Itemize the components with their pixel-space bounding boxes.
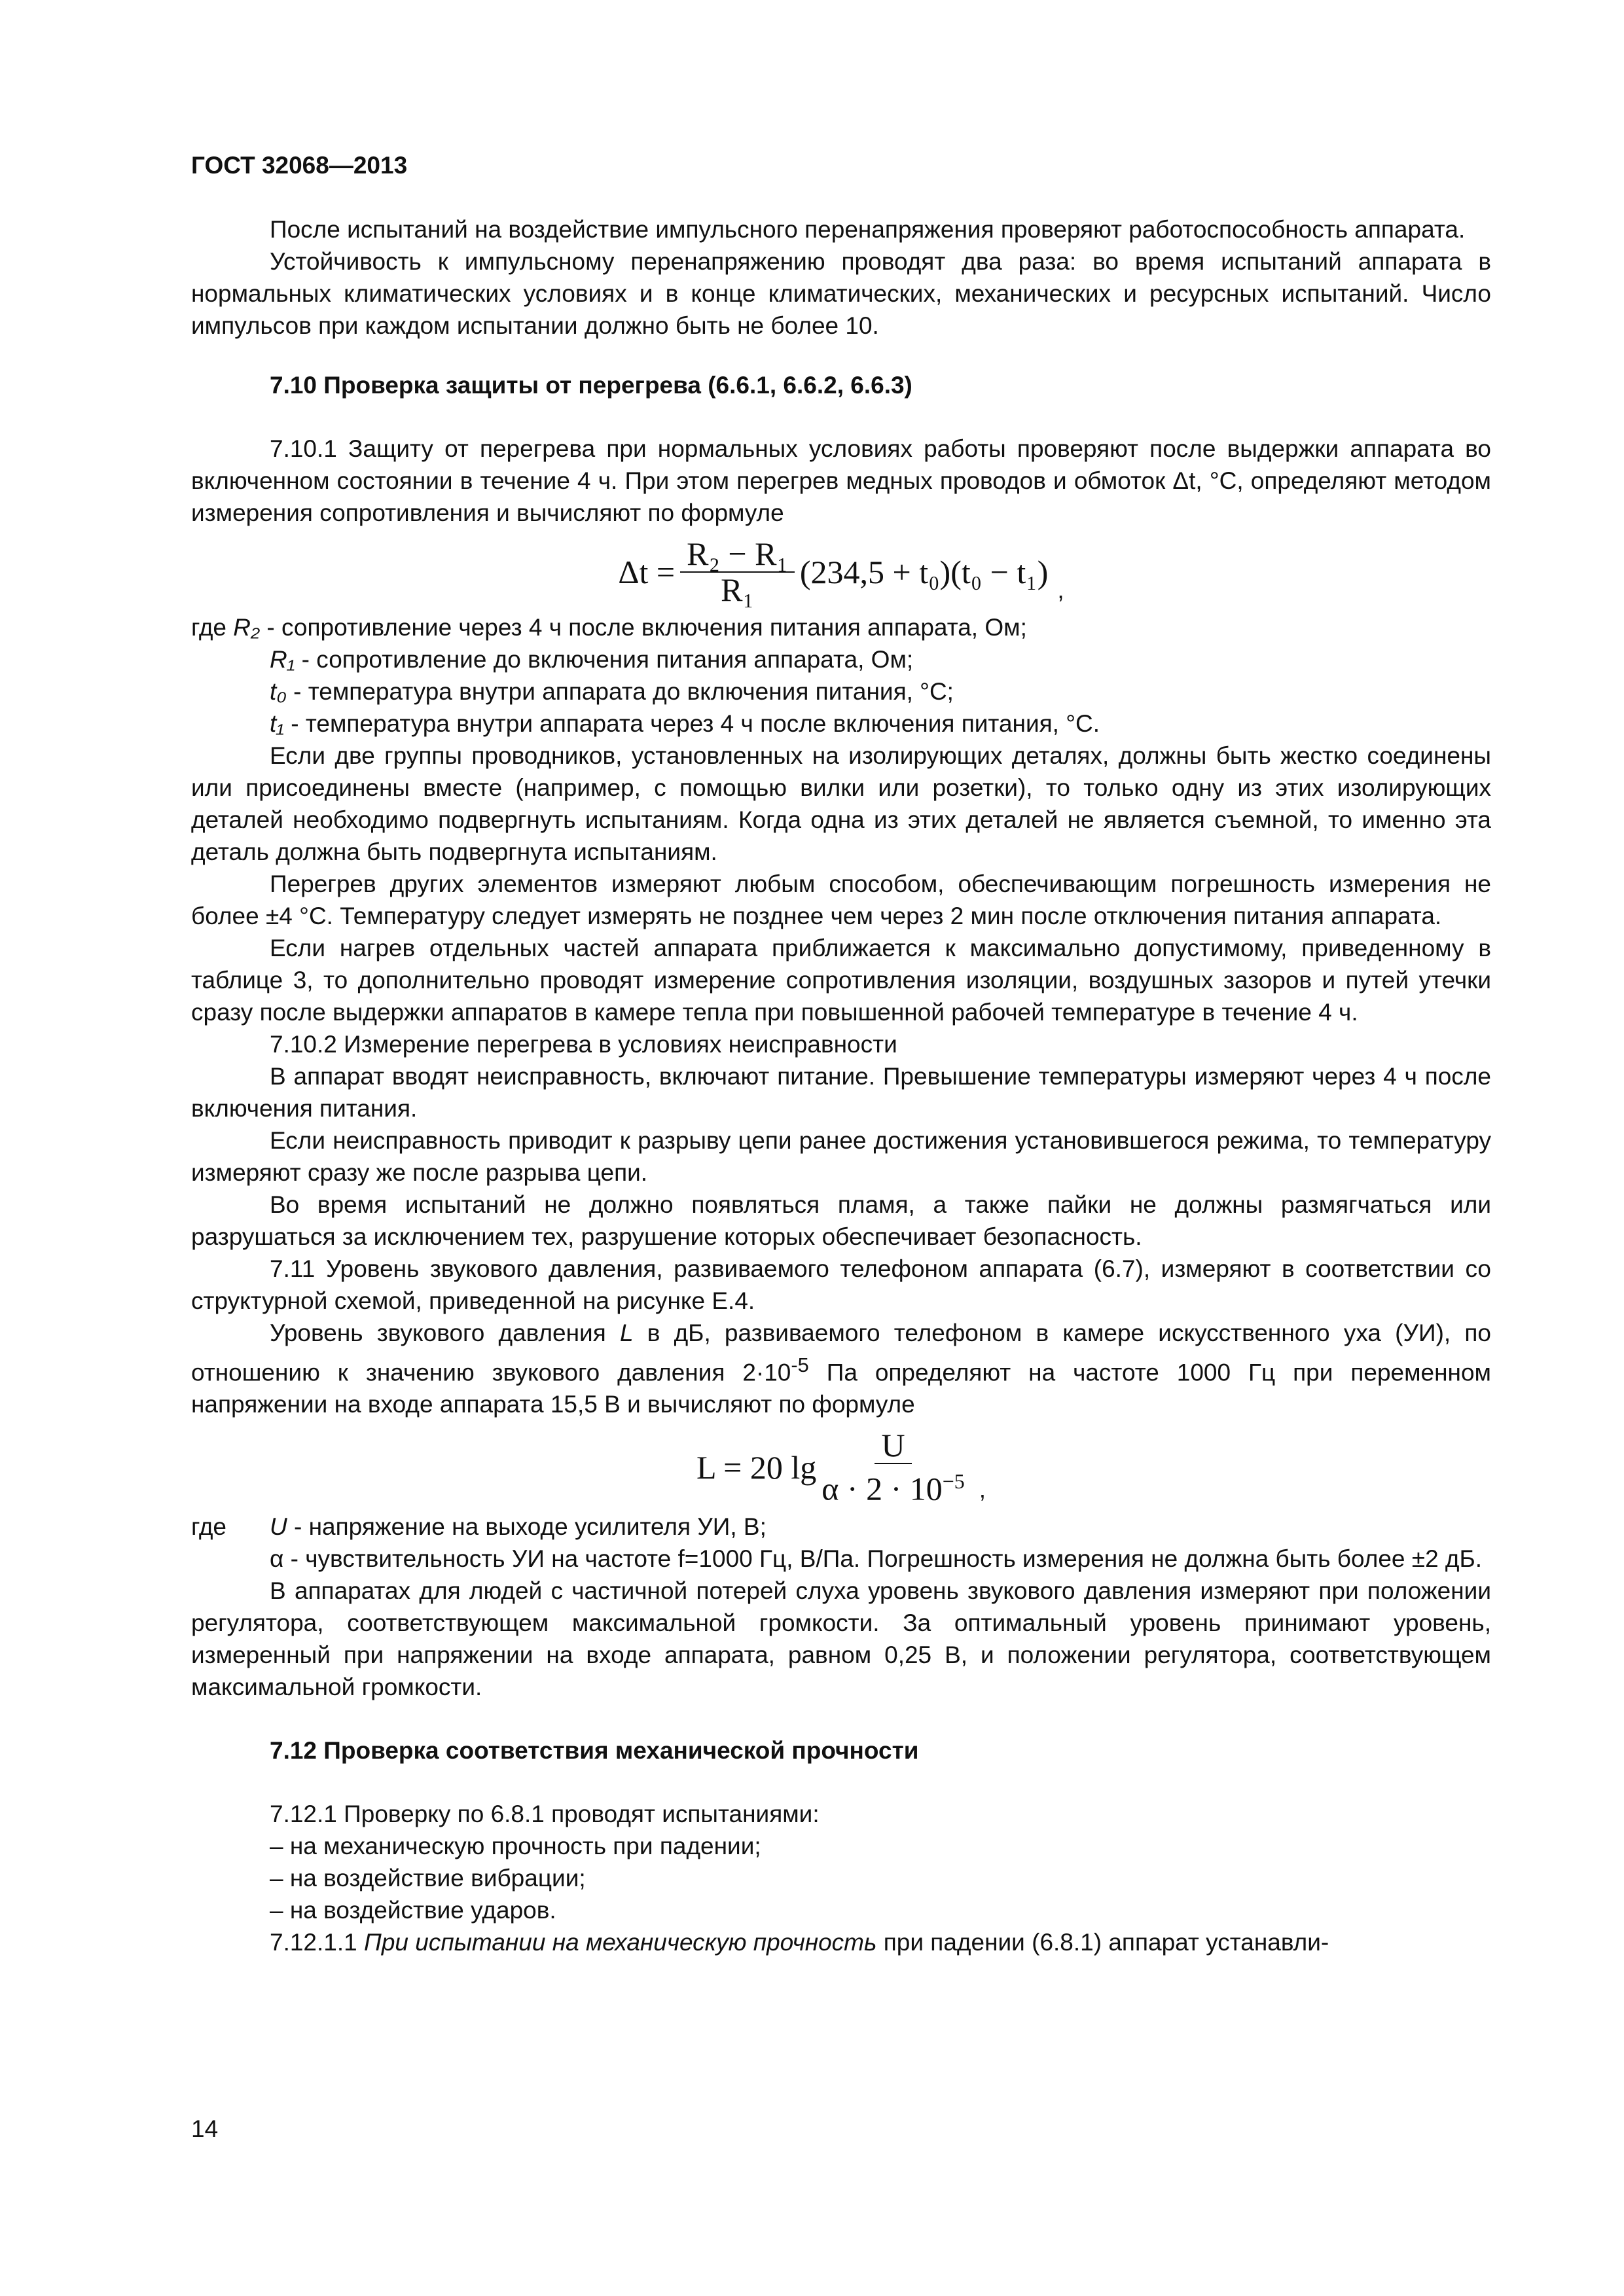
text-run: Уровень звукового давления: [270, 1319, 620, 1346]
where-line: [191, 611, 1491, 643]
list-item: – на воздействие вибрации;: [270, 1864, 586, 1892]
where-content: [270, 1511, 767, 1543]
overheat-formula: [191, 535, 1491, 608]
paragraph: Устойчивость к импульсному перенапряжению проводят два раза: во время испытаний аппарата в нормальных климатических условиях и в конце климатических, механических и ресурсных испытаний. Число импульсов при каждом испытании должно быть не более 10.: [191, 248, 1491, 339]
paragraph: Если две группы проводников, установленных на изолирующих деталях, должны быть жестко соединены или присоединены вместе (например, с помощью вилки или розетки), то только одну из этих изолирующих деталей необходимо подвергнуть испытаниям. Когда одна из этих деталей не является съемной, то именно эта деталь должна быть подвергнута испытаниям.: [191, 742, 1491, 865]
where-text: - температура внутри аппарата через 4 ч после включения питания, °С.: [283, 710, 1100, 737]
where-text: - сопротивление через 4 ч после включения питания аппарата, Ом;: [260, 614, 1027, 641]
document-header: ГОСТ 32068—2013: [191, 152, 408, 179]
page-number: 14: [191, 2115, 219, 2142]
where-text: - сопротивление до включения питания аппарата, Ом;: [295, 646, 914, 673]
denominator-exponent: −5: [942, 1469, 965, 1494]
where-label: где: [191, 1513, 227, 1540]
paragraph: [191, 1926, 1491, 1958]
paragraph: В аппаратах для людей с частичной потерей слуха уровень звукового давления измеряют при положении регулятора, соответствующем максимальной громкости. За оптимальный уровень принимают уровень, измеренный при напряжении на входе аппарата, равном 0,25 В, и положении регулятора, соответствующем максимальной громкости.: [191, 1577, 1491, 1700]
exponent: -5: [791, 1354, 809, 1376]
paragraph: [191, 1317, 1491, 1420]
formula-lhs: Δt =: [618, 553, 676, 590]
formula-fraction: [821, 1429, 965, 1505]
paragraph: Если нагрев отдельных частей аппарата приближается к максимально допустимому, приведенному в таблице 3, то дополнительно проводят измерение сопротивления изоляции, воздушных зазоров и путей утечки сразу после выдержки аппаратов в камере тепла при повышенной рабочей температуре в течение 4 ч.: [191, 935, 1491, 1026]
symbol: L: [619, 1319, 634, 1346]
where-text: - температура внутри аппарата до включения питания, °С;: [286, 678, 954, 705]
where-line: [191, 708, 1491, 740]
formula-numerator: R₂ − R₁: [680, 538, 795, 573]
paragraph: Во время испытаний не должно появляться пламя, а также пайки не должны размягчаться или разрушаться за исключением тех, разрушение которых обеспечивает безопасность.: [191, 1191, 1491, 1250]
where-line: [191, 643, 1491, 675]
where-line: α - чувствительность УИ на частоте f=1000 Гц, В/Па. Погрешность измерения не должна быть более ±2 дБ.: [270, 1545, 1483, 1572]
paragraph: 7.10.1 Защиту от перегрева при нормальных условиях работы проверяют после выдержки аппарата во включенном состоянии в течение 4 ч. При этом перегрев медных проводов и обмоток Δt, °С, определяют методом измерения сопротивления и вычисляют по формуле: [191, 435, 1491, 526]
formula-numerator: U: [875, 1429, 911, 1464]
text-run: при падении (6.8.1) аппарат устанавли-: [876, 1928, 1329, 1956]
text-run: 7.12.1.1: [270, 1928, 365, 1956]
sound-level-formula: [191, 1429, 1491, 1505]
formula-rest: (234,5 + t₀)(t₀ − t₁): [799, 553, 1049, 590]
paragraph: 7.10.2 Измерение перегрева в условиях неисправности: [270, 1031, 897, 1058]
where-symbol: R₁: [270, 646, 295, 673]
paragraph: 7.12.1 Проверку по 6.8.1 проводят испытаниями:: [270, 1800, 820, 1827]
paragraph: После испытаний на воздействие импульсного перенапряжения проверяют работоспособность аппарата.: [270, 216, 1466, 243]
formula-comma: ,: [1057, 577, 1064, 603]
formula-fraction: [680, 535, 795, 608]
section-heading-7-12: 7.12 Проверка соответствия механической прочности: [270, 1736, 919, 1764]
where-symbol: t₁: [270, 710, 284, 737]
where-symbol: R₂: [233, 614, 261, 641]
denominator-base: α · 2 · 10: [821, 1470, 943, 1507]
text-run: Па определяют на частоте 1000 Гц при переменном напряжении на входе аппарата 15,5 В и вычисляют по формуле: [191, 1359, 1491, 1418]
paragraph: Перегрев других элементов измеряют любым способом, обеспечивающим погрешность измерения не более ±4 °С. Температуру следует измерять не позднее чем через 2 мин после отключения питания аппарата.: [191, 870, 1491, 929]
document-body: [191, 213, 1491, 1958]
formula-lhs: L = 20 lg: [696, 1448, 817, 1486]
paragraph: Если неисправность приводит к разрыву цепи ранее достижения установившегося режима, то температуру измеряют сразу же после разрыва цепи.: [191, 1127, 1491, 1186]
list-item: – на механическую прочность при падении;: [270, 1832, 761, 1859]
where-line: [191, 1511, 1491, 1543]
formula-denominator: R₁: [721, 571, 754, 608]
formula-denominator: [821, 1464, 965, 1505]
section-heading-7-10: 7.10 Проверка защиты от перегрева (6.6.1, 6.6.2, 6.6.3): [270, 372, 912, 399]
where-text: - напряжение на выходе усилителя УИ, В;: [287, 1513, 767, 1540]
where-prefix: где: [191, 614, 234, 641]
where-symbol: U: [270, 1513, 287, 1540]
formula-comma: ,: [979, 1475, 986, 1503]
paragraph: В аппарат вводят неисправность, включают питание. Превышение температуры измеряют через 4 ч после включения питания.: [191, 1063, 1491, 1122]
text-run: в дБ, развиваемого телефоном в камере искусственного уха (УИ), по отношению к значению звукового давления 2·10: [191, 1319, 1491, 1386]
where-symbol: t₀: [270, 678, 287, 705]
where-line: [191, 675, 1491, 708]
paragraph: 7.11 Уровень звукового давления, развиваемого телефоном аппарата (6.7), измеряют в соответствии со структурной схемой, приведенной на рисунке Е.4.: [191, 1255, 1491, 1314]
list-item: – на воздействие ударов.: [270, 1896, 556, 1924]
italic-run: При испытании на механическую прочность: [364, 1928, 877, 1956]
